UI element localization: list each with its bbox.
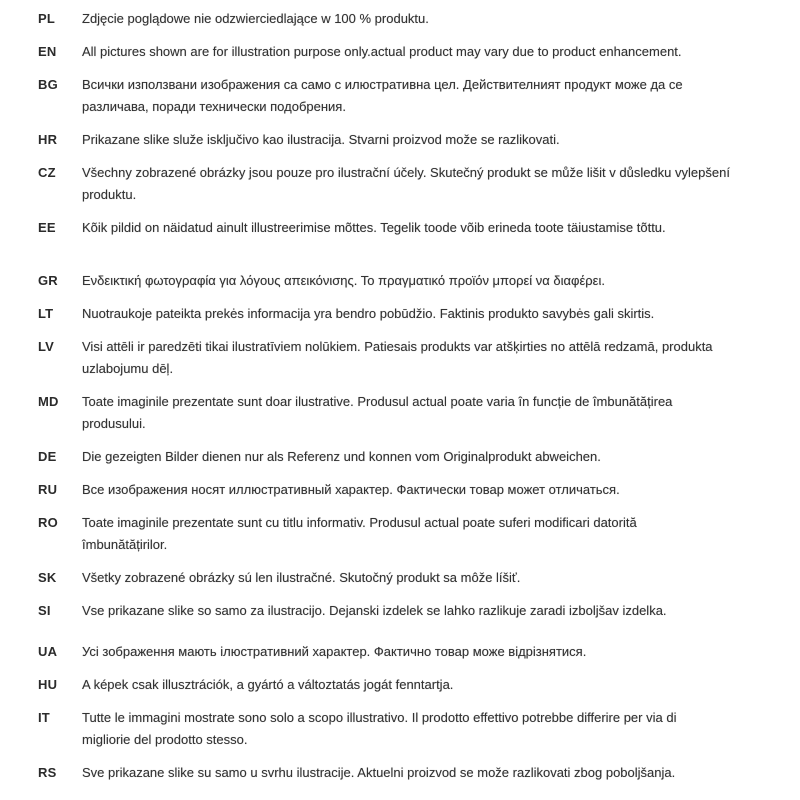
disclaimer-row-cz xyxy=(38,162,770,206)
disclaimer-row-ru xyxy=(38,479,770,501)
disclaimer-text-line: Nuotraukoje pateikta prekės informacija yra bendro pobūdžio. Faktinis produkto savybės gali skirtis. xyxy=(82,306,655,321)
disclaimer-text-line: Visi attēli ir paredzēti tikai ilustratīviem nolūkiem. Patiesais produkts var atšķirties no attēlā redzamā, produkta xyxy=(82,339,713,354)
disclaimer-row-hr xyxy=(38,129,770,151)
disclaimer-row-pl xyxy=(38,8,770,30)
disclaimer-text xyxy=(82,41,770,63)
disclaimer-text-line: Tutte le immagini mostrate sono solo a scopo illustrativo. Il prodotto effettivo potrebbe differire per via di xyxy=(82,710,677,725)
language-code: IT xyxy=(38,710,50,725)
disclaimer-text-line: Prikazane slike služe isključivo kao ilustracija. Stvarni proizvod može se razlikovati. xyxy=(82,132,560,147)
language-code: MD xyxy=(38,394,59,409)
disclaimer-text-line: Všechny zobrazené obrázky jsou pouze pro ilustrační účely. Skutečný produkt se může lišit v důsledku vylepšení xyxy=(82,165,730,180)
language-code: GR xyxy=(38,273,58,288)
disclaimer-text-line: migliorie del prodotto stesso. xyxy=(82,732,248,747)
disclaimer-row-ua xyxy=(38,641,770,663)
disclaimer-row-de xyxy=(38,446,770,468)
language-code: DE xyxy=(38,449,57,464)
language-code: RO xyxy=(38,515,58,530)
disclaimer-text-line: Усі зображення мають ілюстративний характер. Фактично товар може відрізнятися. xyxy=(82,644,587,659)
disclaimer-row-si xyxy=(38,600,770,622)
disclaimer-text xyxy=(82,600,770,622)
language-code: RS xyxy=(38,765,57,780)
disclaimer-text xyxy=(82,567,770,589)
disclaimer-text xyxy=(82,217,770,239)
disclaimer-text-line: Všetky zobrazené obrázky sú len ilustračné. Skutočný produkt sa môže líšiť. xyxy=(82,570,521,585)
language-code: RU xyxy=(38,482,58,497)
disclaimer-row-lv xyxy=(38,336,770,380)
disclaimer-text xyxy=(82,641,770,663)
disclaimer-row-bg xyxy=(38,74,770,118)
disclaimer-text-line: All pictures shown are for illustration purpose only.actual product may vary due to product enhancement. xyxy=(82,44,682,59)
disclaimer-text xyxy=(82,129,770,151)
disclaimer-text-line: Zdjęcie poglądowe nie odzwierciedlające w 100 % produktu. xyxy=(82,11,429,26)
disclaimer-text-line: Всички използвани изображения са само с илюстративна цел. Действителният продукт може да се xyxy=(82,77,683,92)
disclaimer-text xyxy=(82,512,770,556)
disclaimer-text xyxy=(82,162,770,206)
language-code: SK xyxy=(38,570,57,585)
disclaimer-row-rs xyxy=(38,762,770,784)
disclaimer-text xyxy=(82,479,770,501)
disclaimer-text xyxy=(82,303,770,325)
disclaimer-text-line: A képek csak illusztrációk, a gyártó a változtatás jogát fenntartja. xyxy=(82,677,454,692)
language-code: LV xyxy=(38,339,55,354)
disclaimer-text xyxy=(82,707,770,751)
disclaimer-text-line: Kõik pildid on näidatud ainult illustreerimise mõttes. Tegelik toode võib erineda toote täiustamise tõttu. xyxy=(82,220,666,235)
disclaimer-text-line: Sve prikazane slike su samo u svrhu ilustracije. Aktuelni proizvod se može razlikovati zbog poboljšanja. xyxy=(82,765,676,780)
disclaimer-text-line: îmbunătățirilor. xyxy=(82,537,168,552)
disclaimer-text xyxy=(82,674,770,696)
language-code: BG xyxy=(38,77,58,92)
disclaimer-row-gr xyxy=(38,270,770,292)
disclaimer-text-line: produsului. xyxy=(82,416,146,431)
disclaimer-text-line: Die gezeigten Bilder dienen nur als Referenz und konnen vom Originalprodukt abweichen. xyxy=(82,449,601,464)
language-code: LT xyxy=(38,306,54,321)
disclaimer-text-line: Toate imaginile prezentate sunt doar ilustrative. Produsul actual poate varia în funcție de îmbunătățirea xyxy=(82,394,673,409)
language-code: SI xyxy=(38,603,51,618)
disclaimer-row-ro xyxy=(38,512,770,556)
disclaimer-row-en xyxy=(38,41,770,63)
disclaimer-text xyxy=(82,762,770,784)
language-code: HR xyxy=(38,132,58,147)
disclaimer-text-line: Все изображения носят иллюстративный характер. Фактически товар может отличаться. xyxy=(82,482,620,497)
disclaimer-text xyxy=(82,391,770,435)
disclaimer-text-line: produktu. xyxy=(82,187,137,202)
disclaimer-text-line: Ενδεικτική φωτογραφία για λόγους απεικόνισης. Το πραγματικό προϊόν μπορεί να διαφέρει. xyxy=(82,273,605,288)
disclaimer-row-sk xyxy=(38,567,770,589)
disclaimer-row-hu xyxy=(38,674,770,696)
disclaimer-text-line: различава, поради технически подобрения. xyxy=(82,99,346,114)
disclaimer-text-line: uzlabojumu dēļ. xyxy=(82,361,174,376)
language-code: CZ xyxy=(38,165,56,180)
language-code: EN xyxy=(38,44,57,59)
disclaimer-text xyxy=(82,446,770,468)
disclaimer-list xyxy=(38,8,770,784)
disclaimer-text-line: Vse prikazane slike so samo za ilustracijo. Dejanski izdelek se lahko razlikuje zaradi izboljšav izdelka. xyxy=(82,603,667,618)
language-code: EE xyxy=(38,220,56,235)
disclaimer-row-it xyxy=(38,707,770,751)
disclaimer-text xyxy=(82,270,770,292)
disclaimer-text xyxy=(82,336,770,380)
language-code: HU xyxy=(38,677,58,692)
disclaimer-text xyxy=(82,8,770,30)
disclaimer-text xyxy=(82,74,770,118)
disclaimer-row-ee xyxy=(38,217,770,239)
language-code: UA xyxy=(38,644,58,659)
disclaimer-text-line: Toate imaginile prezentate sunt cu titlu informativ. Produsul actual poate suferi modificari datorită xyxy=(82,515,637,530)
disclaimer-row-lt xyxy=(38,303,770,325)
language-code: PL xyxy=(38,11,56,26)
disclaimer-row-md xyxy=(38,391,770,435)
